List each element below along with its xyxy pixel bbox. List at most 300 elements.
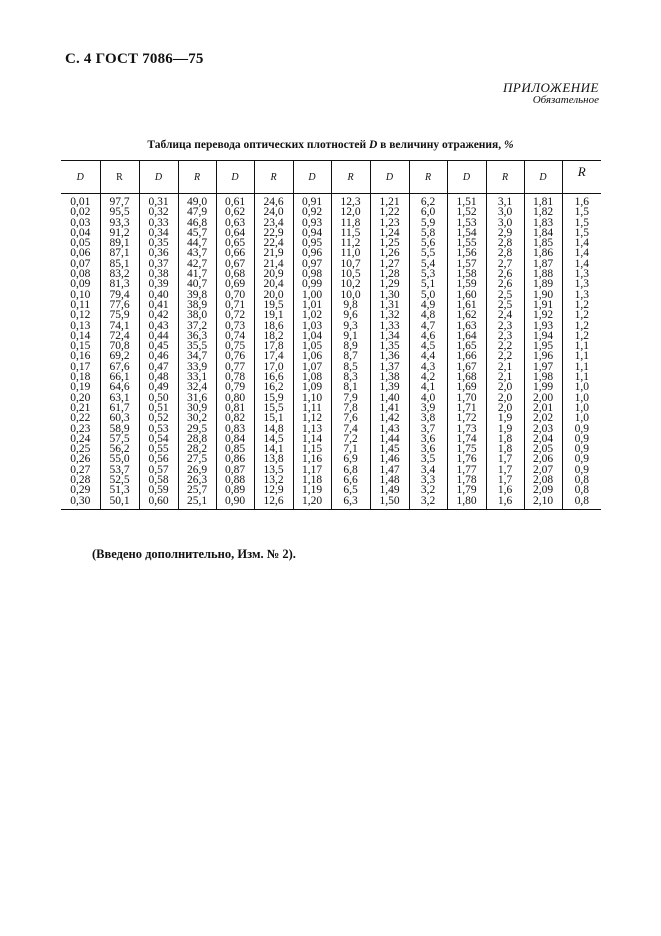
reflectance-cell: 19,5 xyxy=(254,300,293,310)
reflectance-cell: 8,3 xyxy=(331,372,370,382)
density-cell: 1,03 xyxy=(293,321,331,331)
density-cell: 1,43 xyxy=(370,424,409,434)
density-cell: 0,72 xyxy=(216,310,254,320)
density-cell: 1,91 xyxy=(524,300,562,310)
density-cell: 0,74 xyxy=(216,331,254,341)
density-cell: 1,02 xyxy=(293,310,331,320)
density-cell: 0,44 xyxy=(139,331,178,341)
reflectance-cell: 4,6 xyxy=(409,331,447,341)
density-cell: 2,04 xyxy=(524,434,562,444)
reflectance-cell: 8,9 xyxy=(331,341,370,351)
density-cell: 0,80 xyxy=(216,393,254,403)
density-cell: 0,26 xyxy=(70,453,91,466)
density-cell: 0,81 xyxy=(216,403,254,413)
reflectance-cell: 7,6 xyxy=(331,413,370,423)
density-cell: 0,03 xyxy=(70,216,91,229)
reflectance-cell: 0,9 xyxy=(562,434,601,444)
table-row xyxy=(61,300,601,310)
reflectance-cell: 12,0 xyxy=(331,207,370,217)
density-cell: 1,67 xyxy=(447,362,486,372)
table-header-row xyxy=(61,161,601,194)
density-cell: 0,54 xyxy=(139,434,178,444)
table-row xyxy=(61,351,601,361)
reflectance-cell: 13,5 xyxy=(254,465,293,475)
reflectance-cell: 3,1 xyxy=(486,194,524,208)
density-cell: 0,43 xyxy=(139,321,178,331)
density-cell: 0,96 xyxy=(293,248,331,258)
density-cell: 1,81 xyxy=(524,194,562,208)
reflectance-cell: 24,6 xyxy=(254,194,293,208)
density-cell: 1,52 xyxy=(447,207,486,217)
reflectance-cell: 0,8 xyxy=(562,496,601,509)
reflectance-cell: 3,0 xyxy=(486,207,524,217)
reflectance-cell: 11,8 xyxy=(331,218,370,228)
density-cell: 1,09 xyxy=(293,382,331,392)
density-cell: 0,16 xyxy=(70,350,91,363)
reflectance-cell: 67,6 xyxy=(100,362,139,372)
reflectance-cell: 38,0 xyxy=(178,310,216,320)
density-cell: 1,42 xyxy=(370,413,409,423)
reflectance-cell: 12,6 xyxy=(254,496,293,509)
reflectance-cell: 2,8 xyxy=(486,238,524,248)
density-cell: 0,76 xyxy=(216,351,254,361)
reflectance-cell: 43,7 xyxy=(178,248,216,258)
density-cell: 1,23 xyxy=(370,218,409,228)
appendix-label xyxy=(503,81,599,107)
density-cell: 0,47 xyxy=(139,362,178,372)
reflectance-cell: 15,9 xyxy=(254,393,293,403)
reflectance-cell: 4,8 xyxy=(409,310,447,320)
density-cell: 0,75 xyxy=(216,341,254,351)
density-cell: 1,19 xyxy=(293,485,331,495)
reflectance-cell: 66,1 xyxy=(100,372,139,382)
density-cell: 1,57 xyxy=(447,259,486,269)
density-cell: 1,04 xyxy=(293,331,331,341)
density-cell: 0,01 xyxy=(70,196,91,208)
reflectance-cell: 11,5 xyxy=(331,228,370,238)
density-cell: 0,65 xyxy=(216,238,254,248)
reflectance-cell: 1,9 xyxy=(486,413,524,423)
table-bottom-rule xyxy=(61,509,601,510)
reflectance-cell: 4,4 xyxy=(409,351,447,361)
density-cell: 0,40 xyxy=(139,290,178,300)
density-cell: 1,62 xyxy=(447,310,486,320)
header-cell: D xyxy=(61,161,100,194)
reflectance-cell: 35,5 xyxy=(178,341,216,351)
density-cell: 1,87 xyxy=(524,259,562,269)
density-cell: 0,08 xyxy=(70,268,91,281)
reflectance-cell: 6,5 xyxy=(331,485,370,495)
density-cell: 0,32 xyxy=(139,207,178,217)
reflectance-cell: 81,3 xyxy=(100,279,139,289)
reflectance-cell: 1,0 xyxy=(562,413,601,423)
reflectance-cell: 2,3 xyxy=(486,331,524,341)
density-cell: 0,22 xyxy=(70,412,91,425)
density-cell: 0,60 xyxy=(139,496,178,509)
reflectance-cell: 89,1 xyxy=(100,238,139,248)
density-cell: 1,25 xyxy=(370,238,409,248)
page-header: С. 4 ГОСТ 7086—75 xyxy=(65,51,204,67)
density-cell: 1,24 xyxy=(370,228,409,238)
reflectance-cell: 5,9 xyxy=(409,218,447,228)
reflectance-cell: 22,9 xyxy=(254,228,293,238)
reflectance-cell: 33,1 xyxy=(178,372,216,382)
density-cell: 1,73 xyxy=(447,424,486,434)
reflectance-cell: 57,5 xyxy=(100,434,139,444)
reflectance-cell: 37,2 xyxy=(178,321,216,331)
density-cell: 0,15 xyxy=(70,340,91,353)
reflectance-cell: 26,3 xyxy=(178,475,216,485)
reflectance-cell: 9,6 xyxy=(331,310,370,320)
reflectance-cell: 14,5 xyxy=(254,434,293,444)
density-cell: 1,20 xyxy=(293,496,331,509)
density-cell: 1,18 xyxy=(293,475,331,485)
header-cell: R xyxy=(562,161,601,194)
density-cell: 0,88 xyxy=(216,475,254,485)
reflectance-cell: 3,7 xyxy=(409,424,447,434)
reflectance-cell: 56,2 xyxy=(100,444,139,454)
table-row xyxy=(61,321,601,331)
header-cell: R xyxy=(486,161,524,194)
reflectance-cell: 3,6 xyxy=(409,444,447,454)
density-cell: 1,66 xyxy=(447,351,486,361)
density-cell: 0,34 xyxy=(139,228,178,238)
reflectance-cell: 1,0 xyxy=(562,393,601,403)
reflectance-cell: 1,8 xyxy=(486,434,524,444)
reflectance-cell: 51,3 xyxy=(100,485,139,495)
density-cell: 0,31 xyxy=(139,194,178,208)
reflectance-cell: 31,6 xyxy=(178,393,216,403)
reflectance-cell: 28,8 xyxy=(178,434,216,444)
reflectance-cell: 1,0 xyxy=(562,382,601,392)
density-cell: 1,94 xyxy=(524,331,562,341)
reflectance-cell: 5,0 xyxy=(409,290,447,300)
reflectance-cell: 17,0 xyxy=(254,362,293,372)
reflectance-cell: 21,4 xyxy=(254,259,293,269)
density-cell: 1,90 xyxy=(524,290,562,300)
table-row xyxy=(61,485,601,495)
density-cell: 1,01 xyxy=(293,300,331,310)
reflectance-cell: 5,5 xyxy=(409,248,447,258)
density-cell: 1,65 xyxy=(447,341,486,351)
reflectance-cell: 1,8 xyxy=(486,444,524,454)
reflectance-cell: 77,6 xyxy=(100,300,139,310)
reflectance-cell: 40,7 xyxy=(178,279,216,289)
reflectance-cell: 22,4 xyxy=(254,238,293,248)
reflectance-cell: 13,8 xyxy=(254,454,293,464)
reflectance-cell: 1,7 xyxy=(486,454,524,464)
density-cell: 1,88 xyxy=(524,269,562,279)
reflectance-cell: 5,6 xyxy=(409,238,447,248)
reflectance-cell: 1,2 xyxy=(562,331,601,341)
table-row xyxy=(61,444,601,454)
density-cell: 0,51 xyxy=(139,403,178,413)
reflectance-cell: 6,2 xyxy=(409,194,447,208)
density-cell: 0,97 xyxy=(293,259,331,269)
density-cell: 0,90 xyxy=(216,496,254,509)
density-cell: 0,24 xyxy=(70,432,91,445)
density-cell: 1,75 xyxy=(447,444,486,454)
density-cell: 0,12 xyxy=(70,309,91,322)
reflectance-cell: 10,0 xyxy=(331,290,370,300)
reflectance-cell: 47,9 xyxy=(178,207,216,217)
density-cell: 0,46 xyxy=(139,351,178,361)
reflectance-cell: 4,9 xyxy=(409,300,447,310)
density-cell: 1,00 xyxy=(293,290,331,300)
reflectance-cell: 93,3 xyxy=(100,218,139,228)
density-cell: 0,38 xyxy=(139,269,178,279)
reflectance-cell: 29,5 xyxy=(178,424,216,434)
density-cell: 2,06 xyxy=(524,454,562,464)
reflectance-cell: 45,7 xyxy=(178,228,216,238)
reflectance-cell: 28,2 xyxy=(178,444,216,454)
reflectance-cell: 12,9 xyxy=(254,485,293,495)
reflectance-cell: 7,9 xyxy=(331,393,370,403)
reflectance-cell: 9,3 xyxy=(331,321,370,331)
reflectance-cell: 24,0 xyxy=(254,207,293,217)
reflectance-cell: 3,2 xyxy=(409,496,447,509)
density-cell: 0,83 xyxy=(216,424,254,434)
density-cell: 1,89 xyxy=(524,279,562,289)
reflectance-cell: 14,8 xyxy=(254,424,293,434)
table-row xyxy=(61,372,601,382)
reflectance-cell: 46,8 xyxy=(178,218,216,228)
table-row xyxy=(61,403,601,413)
density-cell: 0,11 xyxy=(70,298,91,311)
density-cell: 0,89 xyxy=(216,485,254,495)
reflectance-cell: 2,2 xyxy=(486,341,524,351)
density-cell: 1,58 xyxy=(447,269,486,279)
density-cell: 1,68 xyxy=(447,372,486,382)
reflectance-cell: 2,9 xyxy=(486,228,524,238)
reflectance-cell: 17,8 xyxy=(254,341,293,351)
density-cell: 0,99 xyxy=(293,279,331,289)
reflectance-cell: 1,2 xyxy=(562,300,601,310)
density-cell: 0,63 xyxy=(216,218,254,228)
reflectance-cell: 10,2 xyxy=(331,279,370,289)
reflectance-cell: 53,7 xyxy=(100,465,139,475)
density-cell: 1,12 xyxy=(293,413,331,423)
density-cell: 0,82 xyxy=(216,413,254,423)
reflectance-cell: 74,1 xyxy=(100,321,139,331)
reflectance-cell: 32,4 xyxy=(178,382,216,392)
density-cell: 0,49 xyxy=(139,382,178,392)
table-row xyxy=(61,341,601,351)
table-row xyxy=(61,238,601,248)
reflectance-cell: 13,2 xyxy=(254,475,293,485)
reflectance-cell: 36,3 xyxy=(178,331,216,341)
density-cell: 0,19 xyxy=(70,381,91,394)
reflectance-cell: 58,9 xyxy=(100,424,139,434)
reflectance-cell: 70,8 xyxy=(100,341,139,351)
density-cell: 1,22 xyxy=(370,207,409,217)
reflectance-cell: 1,4 xyxy=(562,238,601,248)
header-cell: D xyxy=(216,161,254,194)
reflectance-cell: 85,1 xyxy=(100,259,139,269)
density-cell: 1,64 xyxy=(447,331,486,341)
density-cell: 0,62 xyxy=(216,207,254,217)
reflectance-cell: 1,7 xyxy=(486,475,524,485)
reflectance-cell: 10,5 xyxy=(331,269,370,279)
density-cell: 0,17 xyxy=(70,360,91,373)
reflectance-cell: 5,1 xyxy=(409,279,447,289)
reflectance-cell: 2,5 xyxy=(486,300,524,310)
reflectance-cell: 2,8 xyxy=(486,248,524,258)
reflectance-cell: 1,1 xyxy=(562,372,601,382)
reflectance-cell: 3,9 xyxy=(409,403,447,413)
density-cell: 0,70 xyxy=(216,290,254,300)
density-cell: 1,35 xyxy=(370,341,409,351)
table-row xyxy=(61,218,601,228)
density-cell: 1,96 xyxy=(524,351,562,361)
conversion-table-wrapper xyxy=(61,160,601,510)
caption-middle: в величину отражения, xyxy=(380,139,502,151)
footnote: (Введено дополнительно, Изм. № 2). xyxy=(92,547,296,561)
density-cell: 1,61 xyxy=(447,300,486,310)
density-cell: 1,27 xyxy=(370,259,409,269)
reflectance-cell: 1,4 xyxy=(562,259,601,269)
table-row xyxy=(61,290,601,300)
reflectance-cell: 1,4 xyxy=(562,248,601,258)
density-cell: 0,28 xyxy=(70,474,91,487)
header-cell: R xyxy=(409,161,447,194)
reflectance-cell: 20,0 xyxy=(254,290,293,300)
density-cell: 1,55 xyxy=(447,238,486,248)
density-cell: 1,16 xyxy=(293,454,331,464)
reflectance-cell: 55,0 xyxy=(100,454,139,464)
density-cell: 1,39 xyxy=(370,382,409,392)
reflectance-cell: 2,3 xyxy=(486,321,524,331)
density-cell: 0,48 xyxy=(139,372,178,382)
density-cell: 1,31 xyxy=(370,300,409,310)
density-cell: 0,13 xyxy=(70,319,91,332)
density-cell: 0,50 xyxy=(139,393,178,403)
reflectance-cell: 1,1 xyxy=(562,362,601,372)
density-cell: 1,86 xyxy=(524,248,562,258)
density-cell: 1,54 xyxy=(447,228,486,238)
reflectance-cell: 72,4 xyxy=(100,331,139,341)
reflectance-cell: 44,7 xyxy=(178,238,216,248)
density-cell: 2,05 xyxy=(524,444,562,454)
reflectance-cell: 23,4 xyxy=(254,218,293,228)
header-cell: R xyxy=(178,161,216,194)
header-cell: D xyxy=(370,161,409,194)
reflectance-cell: 2,0 xyxy=(486,393,524,403)
caption-prefix: Таблица перевода оптических плотностей xyxy=(147,139,367,151)
header-cell: R xyxy=(100,161,139,194)
density-cell: 1,84 xyxy=(524,228,562,238)
density-cell: 0,87 xyxy=(216,465,254,475)
reflectance-cell: 2,4 xyxy=(486,310,524,320)
density-cell: 1,34 xyxy=(370,331,409,341)
density-cell: 0,98 xyxy=(293,269,331,279)
reflectance-cell: 2,0 xyxy=(486,403,524,413)
reflectance-cell: 2,1 xyxy=(486,372,524,382)
reflectance-cell: 4,1 xyxy=(409,382,447,392)
reflectance-cell: 2,6 xyxy=(486,279,524,289)
density-cell: 2,10 xyxy=(524,496,562,509)
reflectance-cell: 3,2 xyxy=(409,485,447,495)
density-cell: 1,14 xyxy=(293,434,331,444)
reflectance-cell: 0,9 xyxy=(562,424,601,434)
reflectance-cell: 16,6 xyxy=(254,372,293,382)
reflectance-cell: 1,2 xyxy=(562,321,601,331)
density-cell: 1,79 xyxy=(447,485,486,495)
reflectance-cell: 5,4 xyxy=(409,259,447,269)
table-row xyxy=(61,207,601,217)
reflectance-cell: 3,3 xyxy=(409,475,447,485)
density-cell: 1,40 xyxy=(370,393,409,403)
table-row xyxy=(61,393,601,403)
reflectance-cell: 39,8 xyxy=(178,290,216,300)
density-cell: 1,59 xyxy=(447,279,486,289)
density-cell: 0,78 xyxy=(216,372,254,382)
appendix-subtitle: Обязательное xyxy=(532,94,599,106)
reflectance-cell: 61,7 xyxy=(100,403,139,413)
density-cell: 1,95 xyxy=(524,341,562,351)
density-cell: 1,17 xyxy=(293,465,331,475)
reflectance-cell: 69,2 xyxy=(100,351,139,361)
density-cell: 0,93 xyxy=(293,218,331,228)
density-cell: 2,00 xyxy=(524,393,562,403)
reflectance-cell: 3,8 xyxy=(409,413,447,423)
density-cell: 0,68 xyxy=(216,269,254,279)
reflectance-cell: 12,3 xyxy=(331,194,370,208)
density-cell: 1,74 xyxy=(447,434,486,444)
reflectance-cell: 11,2 xyxy=(331,238,370,248)
table-caption xyxy=(0,139,661,151)
table-row xyxy=(61,413,601,423)
density-cell: 2,07 xyxy=(524,465,562,475)
density-cell: 0,20 xyxy=(70,391,91,404)
density-cell: 1,51 xyxy=(447,194,486,208)
density-cell: 1,92 xyxy=(524,310,562,320)
reflectance-cell: 10,7 xyxy=(331,259,370,269)
reflectance-cell: 97,7 xyxy=(100,194,139,208)
reflectance-cell: 6,3 xyxy=(331,496,370,509)
density-cell: 1,72 xyxy=(447,413,486,423)
table-row xyxy=(61,362,601,372)
density-cell: 0,23 xyxy=(70,422,91,435)
reflectance-cell: 83,2 xyxy=(100,269,139,279)
reflectance-cell: 1,7 xyxy=(486,465,524,475)
density-cell: 0,67 xyxy=(216,259,254,269)
density-cell: 2,08 xyxy=(524,475,562,485)
reflectance-cell: 1,3 xyxy=(562,279,601,289)
reflectance-cell: 2,2 xyxy=(486,351,524,361)
reflectance-cell: 91,2 xyxy=(100,228,139,238)
density-cell: 1,76 xyxy=(447,454,486,464)
reflectance-cell: 63,1 xyxy=(100,393,139,403)
density-cell: 1,26 xyxy=(370,248,409,258)
table-row xyxy=(61,475,601,485)
reflectance-cell: 5,3 xyxy=(409,269,447,279)
reflectance-cell: 8,7 xyxy=(331,351,370,361)
reflectance-cell: 4,5 xyxy=(409,341,447,351)
density-cell: 1,38 xyxy=(370,372,409,382)
reflectance-cell: 6,0 xyxy=(409,207,447,217)
table-row xyxy=(61,228,601,238)
density-cell: 0,29 xyxy=(70,484,91,497)
reflectance-cell: 26,9 xyxy=(178,465,216,475)
header-cell: R xyxy=(254,161,293,194)
reflectance-cell: 38,9 xyxy=(178,300,216,310)
density-cell: 1,05 xyxy=(293,341,331,351)
density-cell: 1,71 xyxy=(447,403,486,413)
reflectance-cell: 95,5 xyxy=(100,207,139,217)
header-cell: D xyxy=(447,161,486,194)
density-cell: 1,15 xyxy=(293,444,331,454)
